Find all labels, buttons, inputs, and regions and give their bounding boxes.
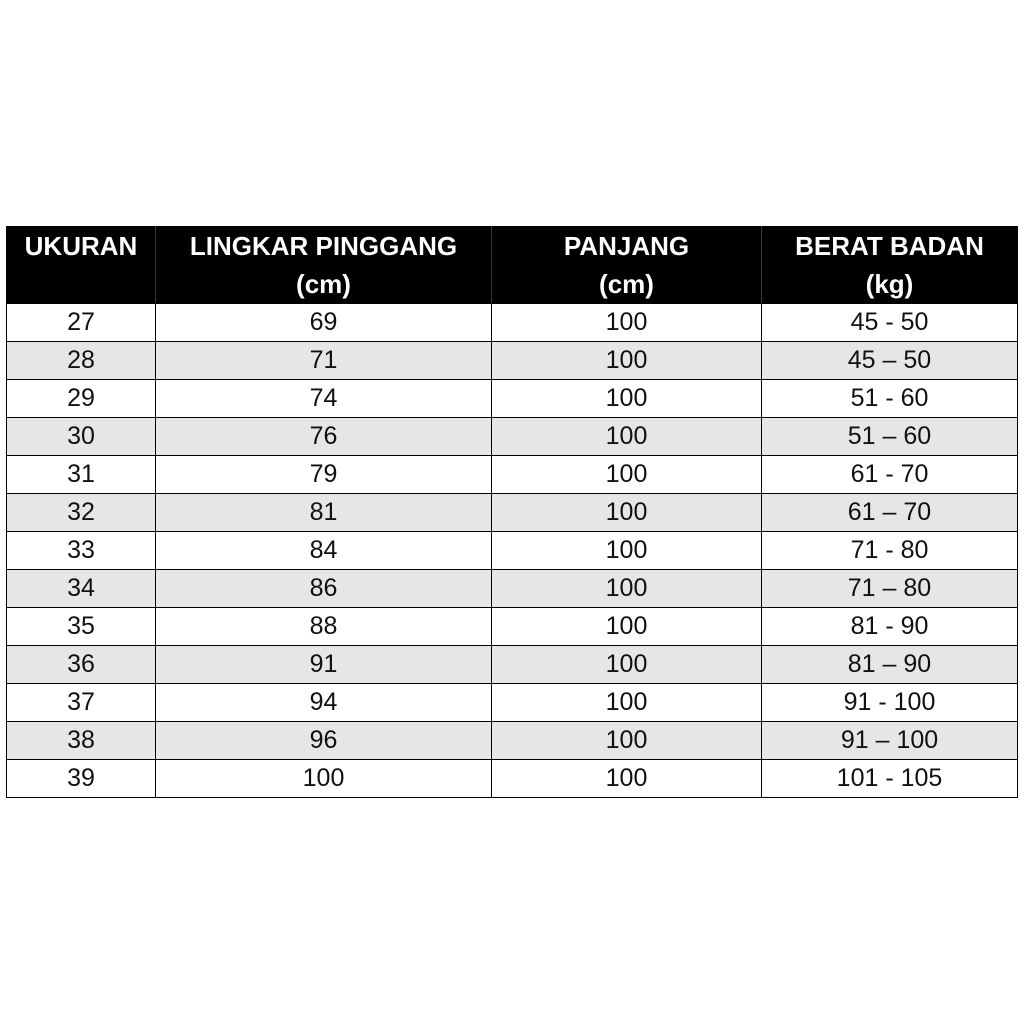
table-row <box>7 646 1018 684</box>
cell-weight: 61 – 70 <box>762 494 1018 532</box>
cell-weight: 61 - 70 <box>762 456 1018 494</box>
cell-length: 100 <box>492 304 762 342</box>
cell-waist: 88 <box>156 608 492 646</box>
cell-size: 32 <box>7 494 156 532</box>
cell-length: 100 <box>492 570 762 608</box>
table-row <box>7 380 1018 418</box>
cell-length: 100 <box>492 646 762 684</box>
cell-waist: 100 <box>156 760 492 798</box>
cell-length: 100 <box>492 418 762 456</box>
cell-waist: 81 <box>156 494 492 532</box>
cell-weight: 91 - 100 <box>762 684 1018 722</box>
cell-waist: 94 <box>156 684 492 722</box>
cell-weight: 81 – 90 <box>762 646 1018 684</box>
cell-waist: 96 <box>156 722 492 760</box>
table-row <box>7 722 1018 760</box>
cell-size: 27 <box>7 304 156 342</box>
cell-length: 100 <box>492 342 762 380</box>
table-row <box>7 608 1018 646</box>
column-header-weight <box>762 227 1018 304</box>
cell-length: 100 <box>492 494 762 532</box>
cell-weight: 51 – 60 <box>762 418 1018 456</box>
size-chart-table <box>6 226 1018 798</box>
cell-length: 100 <box>492 608 762 646</box>
column-header-length <box>492 227 762 304</box>
cell-length: 100 <box>492 684 762 722</box>
cell-length: 100 <box>492 760 762 798</box>
cell-weight: 71 – 80 <box>762 570 1018 608</box>
column-header-label: BERAT BADAN <box>795 231 984 261</box>
cell-size: 35 <box>7 608 156 646</box>
cell-waist: 71 <box>156 342 492 380</box>
cell-size: 31 <box>7 456 156 494</box>
column-header-unit: (cm) <box>296 269 351 299</box>
table-row <box>7 304 1018 342</box>
cell-weight: 91 – 100 <box>762 722 1018 760</box>
cell-waist: 86 <box>156 570 492 608</box>
cell-weight: 45 - 50 <box>762 304 1018 342</box>
header-row <box>7 227 1018 304</box>
cell-waist: 91 <box>156 646 492 684</box>
cell-weight: 71 - 80 <box>762 532 1018 570</box>
cell-waist: 69 <box>156 304 492 342</box>
table-row <box>7 418 1018 456</box>
cell-size: 38 <box>7 722 156 760</box>
cell-size: 34 <box>7 570 156 608</box>
table-body <box>7 304 1018 798</box>
cell-size: 33 <box>7 532 156 570</box>
cell-size: 36 <box>7 646 156 684</box>
table-row <box>7 494 1018 532</box>
cell-size: 39 <box>7 760 156 798</box>
table-row <box>7 684 1018 722</box>
table-row <box>7 570 1018 608</box>
cell-waist: 76 <box>156 418 492 456</box>
cell-length: 100 <box>492 722 762 760</box>
cell-size: 28 <box>7 342 156 380</box>
cell-length: 100 <box>492 532 762 570</box>
cell-weight: 51 - 60 <box>762 380 1018 418</box>
table-row <box>7 532 1018 570</box>
cell-waist: 84 <box>156 532 492 570</box>
cell-size: 29 <box>7 380 156 418</box>
table-row <box>7 456 1018 494</box>
column-header-size <box>7 227 156 304</box>
cell-size: 37 <box>7 684 156 722</box>
table-row <box>7 760 1018 798</box>
column-header-label: LINGKAR PINGGANG <box>189 231 458 261</box>
cell-waist: 74 <box>156 380 492 418</box>
cell-length: 100 <box>492 380 762 418</box>
column-header-unit: (kg) <box>865 269 914 299</box>
column-header-unit: (cm) <box>599 269 654 299</box>
column-header-label: UKURAN <box>24 231 138 261</box>
column-header-label: PANJANG <box>563 231 690 261</box>
cell-weight: 101 - 105 <box>762 760 1018 798</box>
cell-weight: 45 – 50 <box>762 342 1018 380</box>
column-header-waist <box>156 227 492 304</box>
cell-waist: 79 <box>156 456 492 494</box>
cell-length: 100 <box>492 456 762 494</box>
table-row <box>7 342 1018 380</box>
table-header <box>7 227 1018 304</box>
cell-weight: 81 - 90 <box>762 608 1018 646</box>
cell-size: 30 <box>7 418 156 456</box>
